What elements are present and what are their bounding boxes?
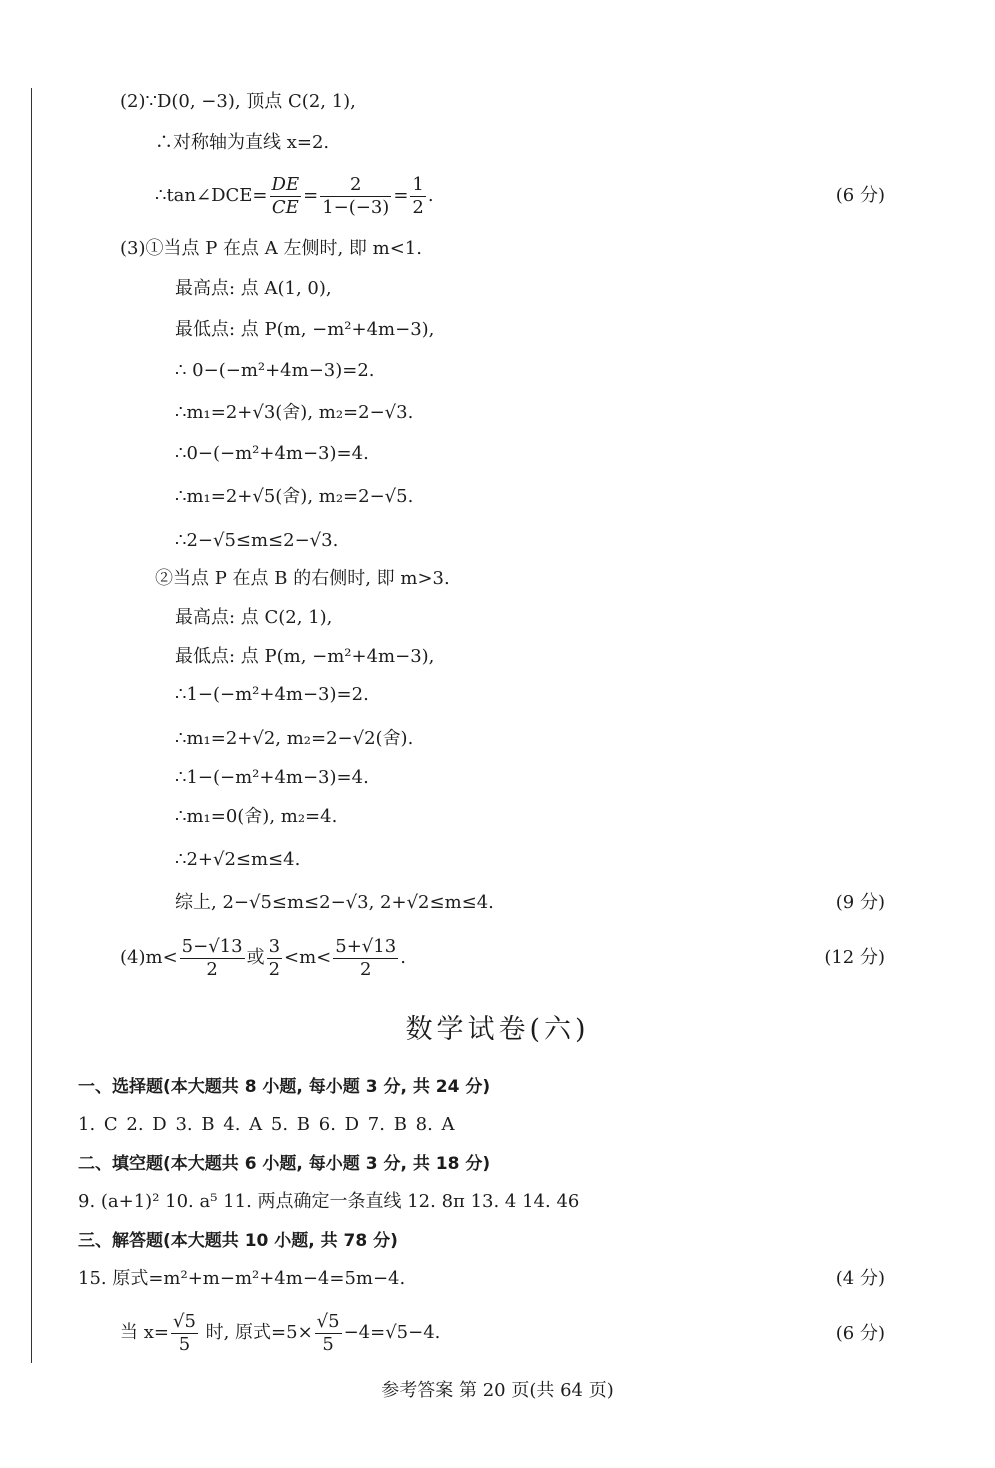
fraction-numerator: 5−√13: [181, 935, 243, 957]
part3-summary: 综上, 2−√5≤m≤2−√3, 2+√2≤m≤4.: [175, 892, 494, 913]
part4-points: (12 分): [824, 947, 885, 968]
fraction-numerator: √5: [316, 1310, 340, 1332]
q15-line2-suffix: −4=√5−4.: [343, 1322, 441, 1343]
fraction-5-plus-sqrt13: [333, 936, 398, 981]
part2-line3: ∴tan∠DCE= $\frac{DE}{CE}$ = $\frac{2}{1-(-3)}$ = $\frac{1}{2}$ .: [155, 173, 434, 218]
fraction-denominator: CE: [271, 196, 299, 218]
case2-sol2: ∴m₁=0(舍), m₂=4.: [175, 806, 338, 827]
case2-range: ∴2+√2≤m≤4.: [175, 849, 301, 870]
fraction-denominator: 1−(−3): [322, 196, 390, 218]
fraction-2-over: [320, 174, 391, 219]
section1-answers: 1. C 2. D 3. B 4. A 5. B 6. D 7. B 8. A: [78, 1114, 455, 1135]
fraction-denominator: 2: [206, 958, 218, 980]
case2-eq2: ∴1−(−m²+4m−3)=4.: [175, 767, 369, 788]
case1-eq1: ∴ 0−(−m²+4m−3)=2.: [175, 360, 375, 381]
fraction-one-half: [410, 174, 425, 219]
section2-answers: 9. (a+1)² 10. a⁵ 11. 两点确定一条直线 12. 8π 13. 4 14. 46: [78, 1191, 580, 1212]
fraction-5-minus-sqrt13: [180, 936, 245, 981]
case1-heading: (3)①当点 P 在点 A 左侧时, 即 m<1.: [120, 238, 422, 259]
case2-low: 最低点: 点 P(m, −m²+4m−3),: [175, 646, 435, 667]
fraction-3-over-2: [267, 936, 282, 981]
fraction-denominator: 2: [412, 196, 424, 218]
fraction-numerator: √5: [172, 1310, 196, 1332]
part2-line2: ∴对称轴为直线 x=2.: [155, 132, 330, 153]
part4-or: 或: [246, 947, 265, 968]
part4-prefix: (4)m<: [120, 947, 178, 968]
part2-line3-prefix: ∴tan∠DCE=: [155, 185, 268, 206]
case1-sol2: ∴m₁=2+√5(舍), m₂=2−√5.: [175, 486, 414, 507]
q15-line2-mid: 时, 原式=5×: [199, 1322, 313, 1343]
part3-points: (9 分): [835, 892, 885, 913]
case1-eq2: ∴0−(−m²+4m−3)=4.: [175, 443, 369, 464]
case1-range: ∴2−√5≤m≤2−√3.: [175, 530, 339, 551]
case1-low: 最低点: 点 P(m, −m²+4m−3),: [175, 319, 435, 340]
section2-heading: 二、填空题(本大题共 6 小题, 每小题 3 分, 共 18 分): [78, 1154, 491, 1174]
case1-sol1: ∴m₁=2+√3(舍), m₂=2−√3.: [175, 402, 414, 423]
fraction-de-ce: [270, 174, 302, 219]
part4-suffix: .: [400, 947, 406, 968]
case2-sol1: ∴m₁=2+√2, m₂=2−√2(舍).: [175, 728, 414, 749]
section1-heading: 一、选择题(本大题共 8 小题, 每小题 3 分, 共 24 分): [78, 1077, 491, 1097]
case2-heading: ②当点 P 在点 B 的右侧时, 即 m>3.: [155, 568, 450, 589]
fraction-numerator: 5+√13: [335, 935, 397, 957]
fraction-sqrt5-over-5: [315, 1311, 342, 1356]
fraction-denominator: 5: [322, 1333, 334, 1355]
fraction-numerator: 2: [320, 174, 391, 197]
section3-heading: 三、解答题(本大题共 10 小题, 共 78 分): [78, 1231, 398, 1251]
part4-mid: <m<: [284, 947, 332, 968]
part4-line: [120, 932, 406, 984]
margin-rule: [31, 88, 32, 1363]
q15-line2-prefix: 当 x=: [120, 1322, 169, 1343]
case2-eq1: ∴1−(−m²+4m−3)=2.: [175, 684, 369, 705]
fraction-sqrt5-over-5: [171, 1311, 198, 1356]
case2-high: 最高点: 点 C(2, 1),: [175, 607, 333, 628]
q15-line1: 15. 原式=m²+m−m²+4m−4=5m−4.: [78, 1268, 406, 1289]
q15-line1-points: (4 分): [835, 1268, 885, 1289]
part2-line1: (2)∵D(0, −3), 顶点 C(2, 1),: [120, 91, 356, 112]
fraction-numerator: 1: [412, 173, 424, 195]
q15-line2-points: (6 分): [835, 1323, 885, 1344]
q15-line2: [120, 1307, 440, 1359]
case1-high: 最高点: 点 A(1, 0),: [175, 278, 332, 299]
exam-title: 数学试卷(六): [405, 1014, 590, 1045]
part2-points: (6 分): [835, 185, 885, 206]
fraction-numerator: 3: [268, 935, 281, 957]
fraction-denominator: 2: [360, 958, 372, 980]
part2-line3-suffix: .: [427, 185, 434, 206]
fraction-denominator: 5: [178, 1333, 191, 1355]
fraction-denominator: 2: [268, 958, 281, 980]
page-footer: 参考答案 第 20 页(共 64 页): [381, 1380, 614, 1401]
fraction-numerator: DE: [271, 173, 300, 195]
